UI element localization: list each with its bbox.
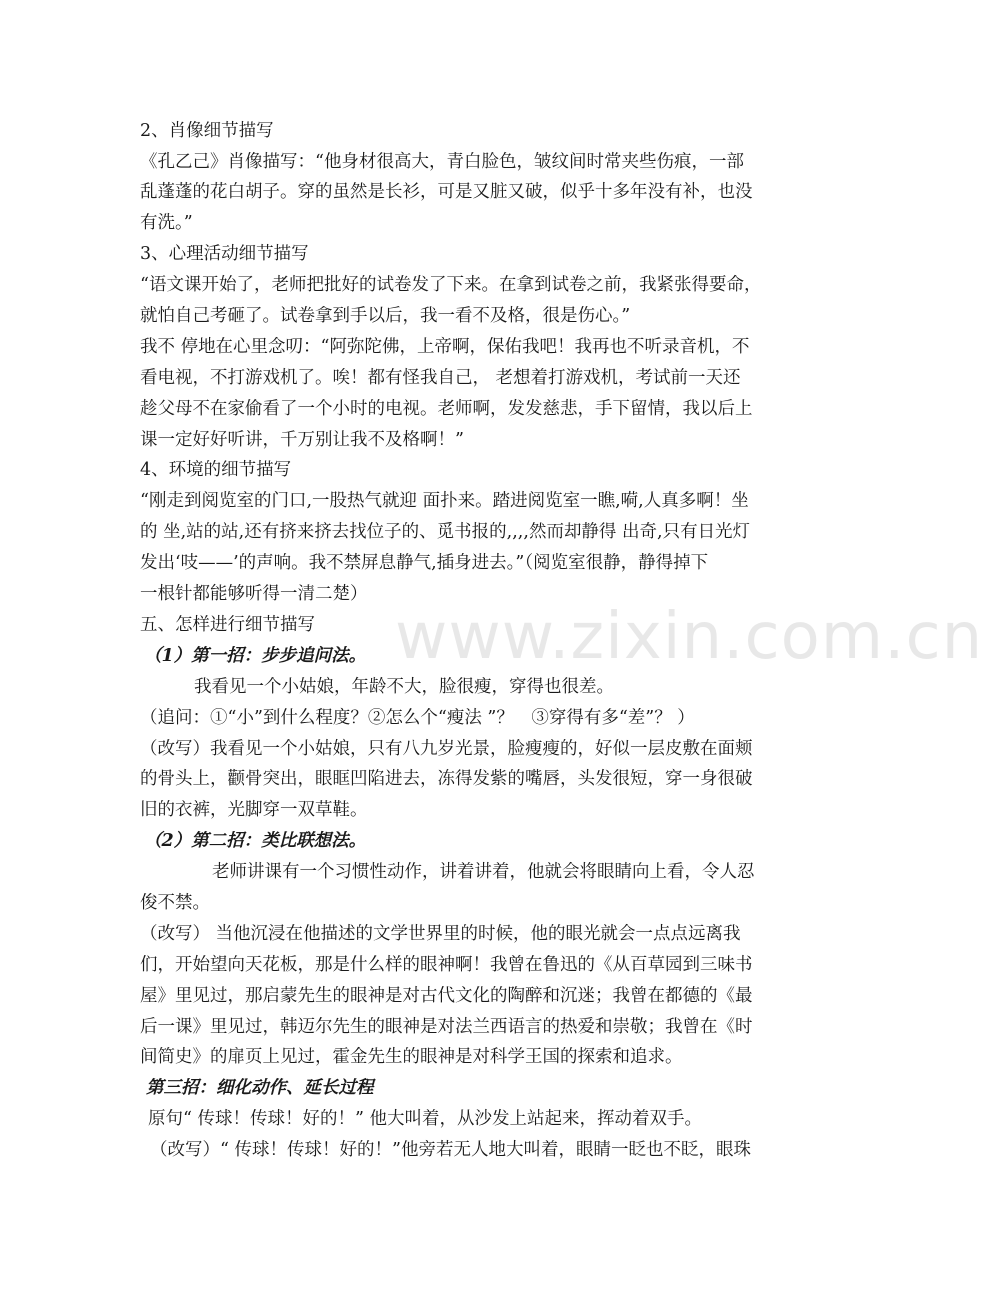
heading-portrait: 2、肖像细节描写 bbox=[140, 121, 274, 141]
heading-environment: 4、环境的细节描写 bbox=[140, 460, 292, 480]
heading-method-three: 第三招：细化动作、延长过程 bbox=[146, 1078, 374, 1098]
paragraph-line: 我看见一个小姑娘，年龄不大，脸很瘦，穿得也很差。 bbox=[194, 677, 614, 697]
paragraph-line: （追问：①“小”到什么程度？②怎么个“瘦法 ”？ ③穿得有多“差”？ ） bbox=[140, 708, 695, 728]
paragraph-line: 原句“ 传球！传球！好的！” 他大叫着，从沙发上站起来，挥动着双手。 bbox=[148, 1109, 703, 1129]
paragraph-line: 后一课》里见过，韩迈尔先生的眼神是对法兰西语言的热爱和崇敬；我曾在《时 bbox=[140, 1017, 753, 1037]
paragraph-line: 们，开始望向天花板，那是什么样的眼神啊！我曾在鲁迅的《从百草园到三味书 bbox=[140, 955, 753, 975]
heading-psychology: 3、心理活动细节描写 bbox=[140, 244, 309, 264]
paragraph-line: 间简史》的扉页上见过，霍金先生的眼神是对科学王国的探索和追求。 bbox=[140, 1047, 683, 1067]
paragraph-line: 课一定好好听讲，千万别让我不及格啊！” bbox=[140, 430, 464, 450]
paragraph-line: 的 坐,站的站,还有挤来挤去找位子的、觅书报的,,,,然而却静得 出奇,只有日光灯 bbox=[140, 522, 751, 542]
paragraph-line: 老师讲课有一个习惯性动作，讲着讲着，他就会将眼睛向上看，令人忍 bbox=[212, 862, 755, 882]
paragraph-line: （改写）“ 传球！传球！好的！”他旁若无人地大叫着，眼睛一眨也不眨，眼珠 bbox=[150, 1140, 751, 1160]
paragraph-line: 发出‘吱——’的声响。我不禁屏息静气,插身进去。”（阅览室很静，静得掉下 bbox=[140, 553, 709, 573]
paragraph-line: 屋》里见过，那启蒙先生的眼神是对古代文化的陶醉和沉迷；我曾在都德的《最 bbox=[140, 986, 753, 1006]
watermark: www.zixin.com.cn bbox=[395, 600, 983, 674]
paragraph-line: “刚走到阅览室的门口,一股热气就迎 面扑来。踏进阅览室一瞧,嗬,人真多啊！坐 bbox=[140, 491, 749, 511]
paragraph-line: 我不 停地在心里念叨：“阿弥陀佛，上帝啊，保佑我吧！我再也不听录音机，不 bbox=[140, 337, 750, 357]
paragraph-line: 一根针都能够听得一清二楚） bbox=[140, 584, 368, 604]
paragraph-line: 乱蓬蓬的花白胡子。穿的虽然是长衫，可是又脏又破，似乎十多年没有补，也没 bbox=[140, 182, 753, 202]
heading-method-one: （1）第一招：步步追问法。 bbox=[144, 646, 367, 666]
paragraph-line: 就怕自己考砸了。试卷拿到手以后，我一看不及格，很是伤心。” bbox=[140, 306, 631, 326]
heading-how-to: 五、怎样进行细节描写 bbox=[140, 615, 315, 635]
paragraph-line: 趁父母不在家偷看了一个小时的电视。老师啊，发发慈悲，手下留情，我以后上 bbox=[140, 399, 753, 419]
paragraph-line: 《孔乙己》肖像描写：“他身材很高大，青白脸色，皱纹间时常夹些伤痕，一部 bbox=[140, 152, 744, 172]
paragraph-line: （改写） 当他沉浸在他描述的文学世界里的时候，他的眼光就会一点点远离我 bbox=[140, 924, 741, 944]
paragraph-line: （改写）我看见一个小姑娘，只有八九岁光景，脸瘦瘦的，好似一层皮敷在面颊 bbox=[140, 739, 753, 759]
paragraph-line: “语文课开始了，老师把批好的试卷发了下来。在拿到试卷之前，我紧张得要命， bbox=[140, 275, 762, 295]
heading-method-two: （2）第二招：类比联想法。 bbox=[144, 831, 367, 851]
paragraph-line: 看电视，不打游戏机了。唉！都有怪我自己， 老想着打游戏机，考试前一天还 bbox=[140, 368, 741, 388]
paragraph-line: 俊不禁。 bbox=[140, 893, 210, 913]
paragraph-line: 有洗。” bbox=[140, 213, 193, 233]
paragraph-line: 旧的衣裤，光脚穿一双草鞋。 bbox=[140, 800, 368, 820]
paragraph-line: 的骨头上，颧骨突出，眼眶凹陷进去，冻得发紫的嘴唇，头发很短，穿一身很破 bbox=[140, 769, 753, 789]
